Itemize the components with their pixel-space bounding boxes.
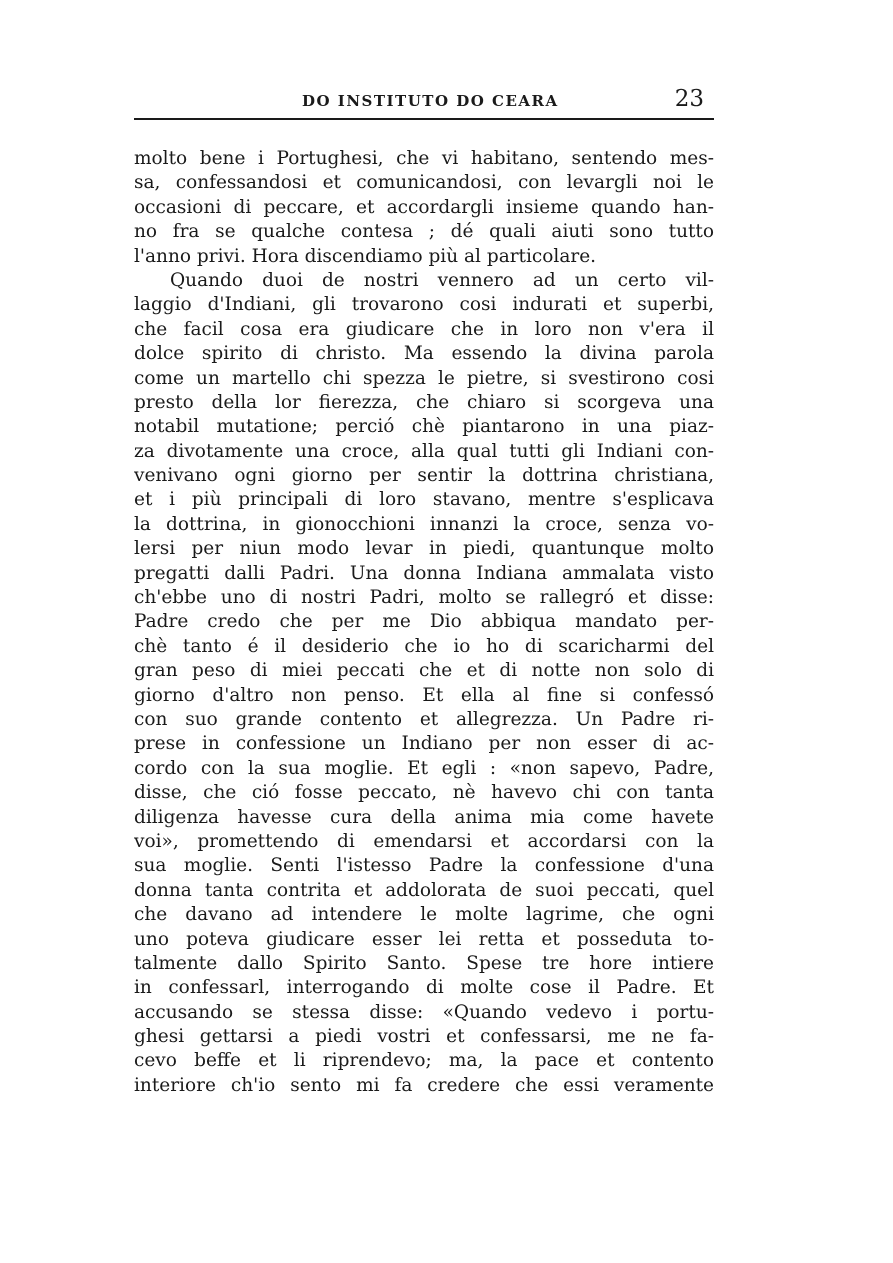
text-line: sua moglie. Senti l'istesso Padre la confessione d'una xyxy=(134,855,714,877)
text-line: presto della lor fierezza, che chiaro si scorgeva una xyxy=(134,391,714,413)
text-line: interiore ch'io sento mi fa credere che essi veramente xyxy=(134,1074,714,1096)
text-line: la dottrina, in gionocchioni innanzi la croce, senza vo- xyxy=(134,513,714,535)
text-line: za divotamente una croce, alla qual tutti gli Indiani con- xyxy=(134,440,714,462)
text-line: diligenza havesse cura della anima mia come havete xyxy=(134,806,714,828)
text-line: cordo con la sua moglie. Et egli : «non sapevo, Padre, xyxy=(134,757,714,779)
text-line: laggio d'Indiani, gli trovarono cosi indurati et superbi, xyxy=(134,294,714,316)
text-line: ch'ebbe uno di nostri Padri, molto se rallegró et disse: xyxy=(134,587,714,609)
text-line: chè tanto é il desiderio che io ho di scaricharmi del xyxy=(134,635,714,657)
paragraph-last-line: l'anno privi. Hora discendiamo più al particolare. xyxy=(134,245,597,267)
text-line: accusando se stessa disse: «Quando vedevo i portu- xyxy=(134,1001,714,1023)
body-text xyxy=(134,147,714,1098)
text-line: molto bene i Portughesi, che vi habitano, sentendo mes- xyxy=(134,148,714,169)
text-line: cevo beffe et li riprendevo; ma, la pace et contento xyxy=(134,1050,714,1072)
text-line: lersi per niun modo levar in piedi, quantunque molto xyxy=(134,538,714,560)
text-line: prese in confessione un Indiano per non esser di ac- xyxy=(134,733,714,755)
text-line: con suo grande contento et allegrezza. Un Padre ri- xyxy=(134,708,714,730)
text-line: notabil mutatione; perció chè piantarono in una piaz- xyxy=(134,416,714,438)
text-line: sa, confessandosi et comunicandosi, con levargli noi le xyxy=(134,172,714,194)
text-line: dolce spirito di christo. Ma essendo la divina parola xyxy=(134,343,714,365)
text-line: ghesi gettarsi a piedi vostri et confessarsi, me ne fa- xyxy=(134,1026,714,1048)
paragraph-first-line: Quando duoi de nostri vennero ad un certo vil- xyxy=(170,269,714,291)
text-line: che facil cosa era giudicare che in loro non v'era il xyxy=(134,318,714,340)
text-line: giorno d'altro non penso. Et ella al fine si confessó xyxy=(134,684,714,706)
text-line: in confessarl, interrogando di molte cose il Padre. Et xyxy=(134,977,714,999)
text-line: disse, che ció fosse peccato, nè havevo chi con tanta xyxy=(134,782,714,804)
text-line: gran peso di miei peccati che et di notte non solo di xyxy=(134,660,714,682)
text-line: venivano ogni giorno per sentir la dottrina christiana, xyxy=(134,465,714,487)
text-line: occasioni di peccare, et accordargli insieme quando han- xyxy=(134,196,714,218)
text-line: pregatti dalli Padri. Una donna Indiana ammalata visto xyxy=(134,562,714,584)
text-line: uno poteva giudicare esser lei retta et posseduta to- xyxy=(134,928,714,950)
page-number: 23 xyxy=(674,86,704,112)
text-line: donna tanta contrita et addolorata de suoi peccati, quel xyxy=(134,879,714,901)
page-header xyxy=(134,86,714,120)
text-line: no fra se qualche contesa ; dé quali aiuti sono tutto xyxy=(134,221,714,243)
text-line: et i più principali di loro stavano, mentre s'esplicava xyxy=(134,489,714,511)
header-rule xyxy=(134,118,714,120)
running-head: DO INSTITUTO DO CEARA xyxy=(302,92,559,110)
text-line: come un martello chi spezza le pietre, si svestirono cosi xyxy=(134,367,714,389)
text-line: Padre credo che per me Dio abbiqua mandato per- xyxy=(134,611,714,633)
text-line: voi», promettendo di emendarsi et accordarsi con la xyxy=(134,830,714,852)
text-line: che davano ad intendere le molte lagrime, che ogni xyxy=(134,904,714,926)
text-line: talmente dallo Spirito Santo. Spese tre hore intiere xyxy=(134,952,714,974)
